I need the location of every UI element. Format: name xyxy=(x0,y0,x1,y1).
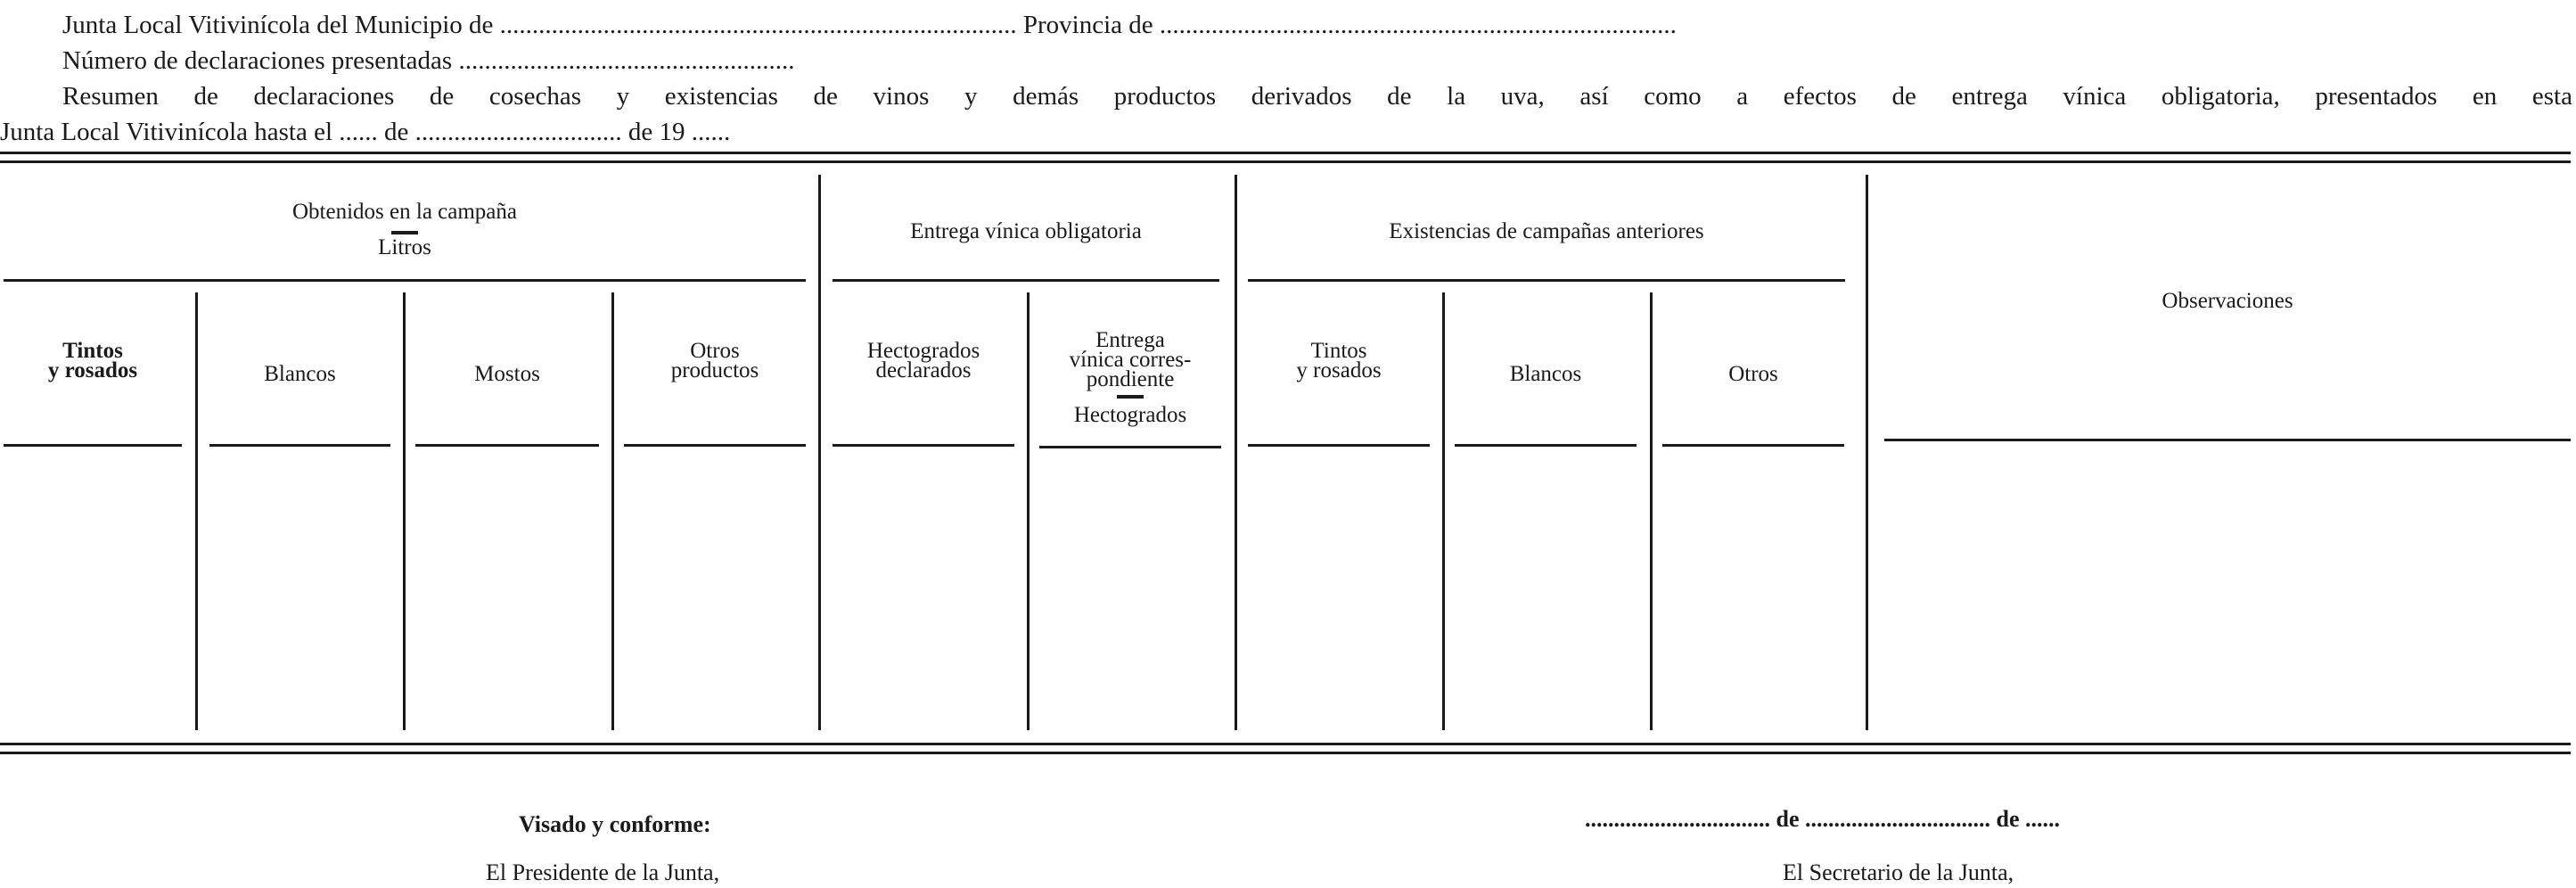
col7-underline xyxy=(1248,444,1430,447)
col-otros-line1: Otros xyxy=(690,339,740,363)
divider-group-1 xyxy=(818,175,821,730)
col8-underline xyxy=(1455,444,1637,447)
form-header xyxy=(0,7,2576,150)
bottom-rule-2 xyxy=(0,752,2571,754)
group2-underline xyxy=(833,279,1219,282)
presidente-label: El Presidente de la Junta, xyxy=(486,859,720,885)
col-otros-productos xyxy=(624,330,806,392)
col-ex-tintos-line1: Tintos xyxy=(1310,339,1367,363)
header-line-declaraciones xyxy=(0,43,2576,78)
col-ex-tintos-rosados xyxy=(1248,330,1430,392)
fecha-line: ................................ de ................................ de ...... xyxy=(1585,806,2060,832)
header-line-municipio xyxy=(0,7,2576,43)
col2-underline xyxy=(209,444,390,447)
divider-col-3 xyxy=(611,292,614,730)
declaraciones-label: Número de declaraciones presentadas xyxy=(62,46,453,75)
col5-underline xyxy=(833,444,1014,447)
col-entrega-correspondiente xyxy=(1039,312,1221,444)
col3-underline xyxy=(415,444,599,447)
visado-label: Visado y conforme: xyxy=(519,811,711,837)
provincia-label: Provincia de xyxy=(1022,11,1153,39)
col-ex-otros: Otros xyxy=(1728,362,1778,386)
divider-group-3 xyxy=(1866,175,1868,730)
col-hectogrados-declarados xyxy=(833,330,1014,392)
col-entrega-line3: pondiente xyxy=(1086,367,1175,391)
divider-col-8 xyxy=(1650,292,1653,730)
col9-underline xyxy=(1662,444,1844,447)
divider-col-5 xyxy=(1027,292,1030,730)
secretario-label: El Secretario de la Junta, xyxy=(1783,859,2014,885)
col-hect-line2: declarados xyxy=(875,358,972,382)
provincia-dots: ................................................................................ xyxy=(1159,11,1677,39)
col-tintos-line1: Tintos xyxy=(62,339,123,363)
col-tintos-rosados xyxy=(4,330,182,392)
municipio-dots: ................................................................................ xyxy=(499,11,1017,39)
top-rule-2 xyxy=(0,160,2571,163)
divider-group-2 xyxy=(1235,175,1237,730)
col-hect-line1: Hectogrados xyxy=(866,339,980,363)
top-rule-1 xyxy=(0,152,2571,154)
col4-underline xyxy=(624,444,806,447)
group2-title: Entrega vínica obligatoria xyxy=(910,219,1142,243)
col1-underline xyxy=(4,444,182,447)
group3-title: Existencias de campañas anteriores xyxy=(1389,219,1704,243)
col-entrega-dash xyxy=(1117,395,1144,399)
divider-col-1 xyxy=(195,292,198,730)
col-entrega-line2: vínica corres- xyxy=(1069,348,1192,372)
group3-underline xyxy=(1248,279,1845,282)
municipio-label: Junta Local Vitivinícola del Municipio de xyxy=(62,11,494,39)
col-blancos: Blancos xyxy=(264,362,336,386)
col-ex-tintos-line2: y rosados xyxy=(1296,358,1382,382)
col6-underline xyxy=(1039,446,1221,448)
group1-dash xyxy=(391,231,418,234)
group1-unit: Litros xyxy=(378,235,431,259)
divider-col-7 xyxy=(1442,292,1445,730)
col-entrega-line1: Entrega xyxy=(1095,328,1165,352)
col-tintos-line2: y rosados xyxy=(47,358,138,382)
col-entrega-unit: Hectogrados xyxy=(1073,403,1187,427)
group1-underline xyxy=(4,279,806,282)
observaciones-underline xyxy=(1884,439,2571,441)
observaciones-title: Observaciones xyxy=(2162,289,2293,313)
header-line-resumen: Resumen de declaraciones de cosechas y existencias de vinos y demás productos derivados de la uva, así como a efectos de entrega vínica obligatoria, presentados en esta xyxy=(62,82,2572,111)
group1-header xyxy=(4,187,806,273)
col-ex-blancos: Blancos xyxy=(1509,362,1582,386)
col-mostos: Mostos xyxy=(474,362,540,386)
col-otros-line2: productos xyxy=(670,358,759,382)
header-line-fecha: Junta Local Vitivinícola hasta el ...... de ................................ de 19 ...... xyxy=(0,118,731,146)
group1-title: Obtenidos en la campaña xyxy=(292,200,517,224)
divider-col-2 xyxy=(403,292,406,730)
bottom-rule-1 xyxy=(0,743,2571,745)
declaraciones-dots: .................................................... xyxy=(458,46,795,75)
